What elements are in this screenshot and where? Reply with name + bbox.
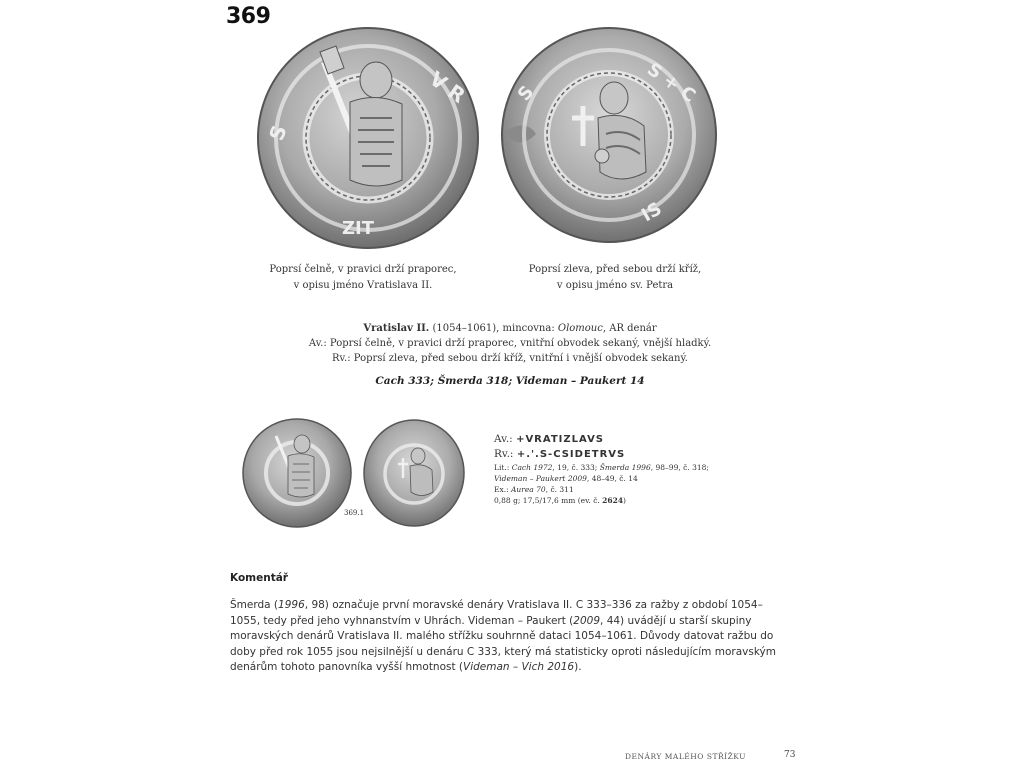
svg-text:ZIT: ZIT	[342, 218, 375, 239]
lit-cach: Cach 1972	[511, 463, 553, 472]
reverse-caption-line1: Poprsí zleva, před sebou drží kříž,	[528, 264, 702, 275]
comment-cite-1996: 1996	[278, 599, 305, 611]
description-title-line	[230, 321, 790, 336]
specimen-rv-line	[494, 447, 709, 462]
comment-heading: Komentář	[230, 572, 288, 584]
ex-auction: Aurea 70	[511, 485, 546, 494]
svg-text:V R: V R	[425, 66, 470, 108]
comment-part-c: , 98) označuje první moravské denáry Vratislava II. C 333–336 za ražby z období 1054–1055, tedy před jeho vyhnanstvím v Uhrách. Videman – Paukert (	[230, 599, 763, 627]
coin-description	[230, 321, 790, 366]
comment-part-e: , 44) uvádějí u starší skupiny moravských denárů Vratislava II. malého střížku souhrnně dataci 1054–1061. Důvody datovat ražbu do doby před rok 1055 jsou nejsilnější u denáru C 333, který má statisticky oproti následujícím moravským denárům tohoto panovníka vyšší hmotnost (	[230, 614, 776, 673]
specimen-label: 369.1	[344, 509, 365, 517]
literature-line-2	[494, 473, 709, 484]
obverse-caption-line1: Poprsí čelně, v pravici drží praporec,	[269, 264, 457, 275]
comment-cite-2016: Videman – Vich 2016	[463, 661, 575, 673]
description-details-pre: (1054–1061), mincovna:	[429, 323, 558, 334]
specimen-obverse-coin	[240, 416, 354, 530]
weight-text: 0,88 g; 17,5/17,6 mm (ev. č.	[494, 496, 603, 505]
ex-label: Ex.:	[494, 485, 511, 494]
comment-part-g: ).	[574, 661, 582, 673]
page-number: 73	[784, 750, 796, 760]
lit-cach-page: , 19, č. 333;	[552, 463, 600, 472]
description-details-post: , AR denár	[602, 323, 657, 334]
weight-line	[494, 495, 709, 506]
lit-videman: Videman – Paukert 2009	[494, 474, 587, 483]
obverse-coin-large	[252, 22, 484, 254]
evidence-number: 2624	[602, 496, 624, 505]
comment-part-a: Šmerda (	[230, 599, 279, 611]
specimen-av-line	[494, 432, 709, 447]
svg-text:IS: IS	[638, 198, 666, 227]
lit-videman-page: , 48–49, č. 14	[586, 474, 638, 483]
rv-prefix: Rv.:	[494, 448, 514, 460]
provenance-line	[494, 484, 709, 495]
mint-name: Olomouc	[557, 323, 603, 334]
obverse-caption-line2: v opisu jméno Vratislava II.	[293, 280, 433, 291]
svg-text:S: S	[513, 81, 539, 106]
weight-close: )	[623, 496, 626, 505]
av-prefix: Av.:	[494, 433, 513, 445]
comment-cite-2009: 2009	[573, 614, 601, 627]
lit-smerda-page: , 98–99, č. 318;	[650, 463, 709, 472]
reverse-caption	[510, 262, 720, 294]
ruler-name: Vratislav II.	[363, 323, 430, 334]
reverse-coin-large	[496, 22, 722, 248]
running-footer: DENÁRY MALÉHO STŘÍŽKU	[625, 752, 746, 761]
rv-legend: +.'.S-CSIDETRVS	[516, 449, 626, 460]
lit-label: Lit.:	[494, 463, 512, 472]
catalogue-number: 369	[226, 4, 271, 29]
av-legend: +VRATIZLAVS	[516, 434, 605, 445]
svg-text:S + C: S + C	[643, 58, 700, 107]
specimen-reverse-coin	[362, 418, 466, 528]
obverse-caption	[258, 262, 468, 294]
ex-lot: , č. 311	[545, 485, 574, 494]
literature-line-1	[494, 462, 709, 473]
description-rv: Rv.: Poprsí zleva, před sebou drží kříž, vnitřní i vnější obvodek sekaný.	[332, 353, 688, 364]
svg-text:S: S	[264, 121, 292, 144]
reverse-caption-line2: v opisu jméno sv. Petra	[556, 280, 674, 291]
lit-smerda: Šmerda 1996	[599, 463, 651, 472]
specimen-details	[494, 432, 709, 506]
comment-paragraph	[230, 598, 790, 676]
description-av: Av.: Poprsí čelně, v pravici drží praporec, vnitřní obvodek sekaný, vnější hladký.	[308, 338, 712, 349]
catalogue-references: Cach 333; Šmerda 318; Videman – Paukert 14	[375, 375, 645, 387]
